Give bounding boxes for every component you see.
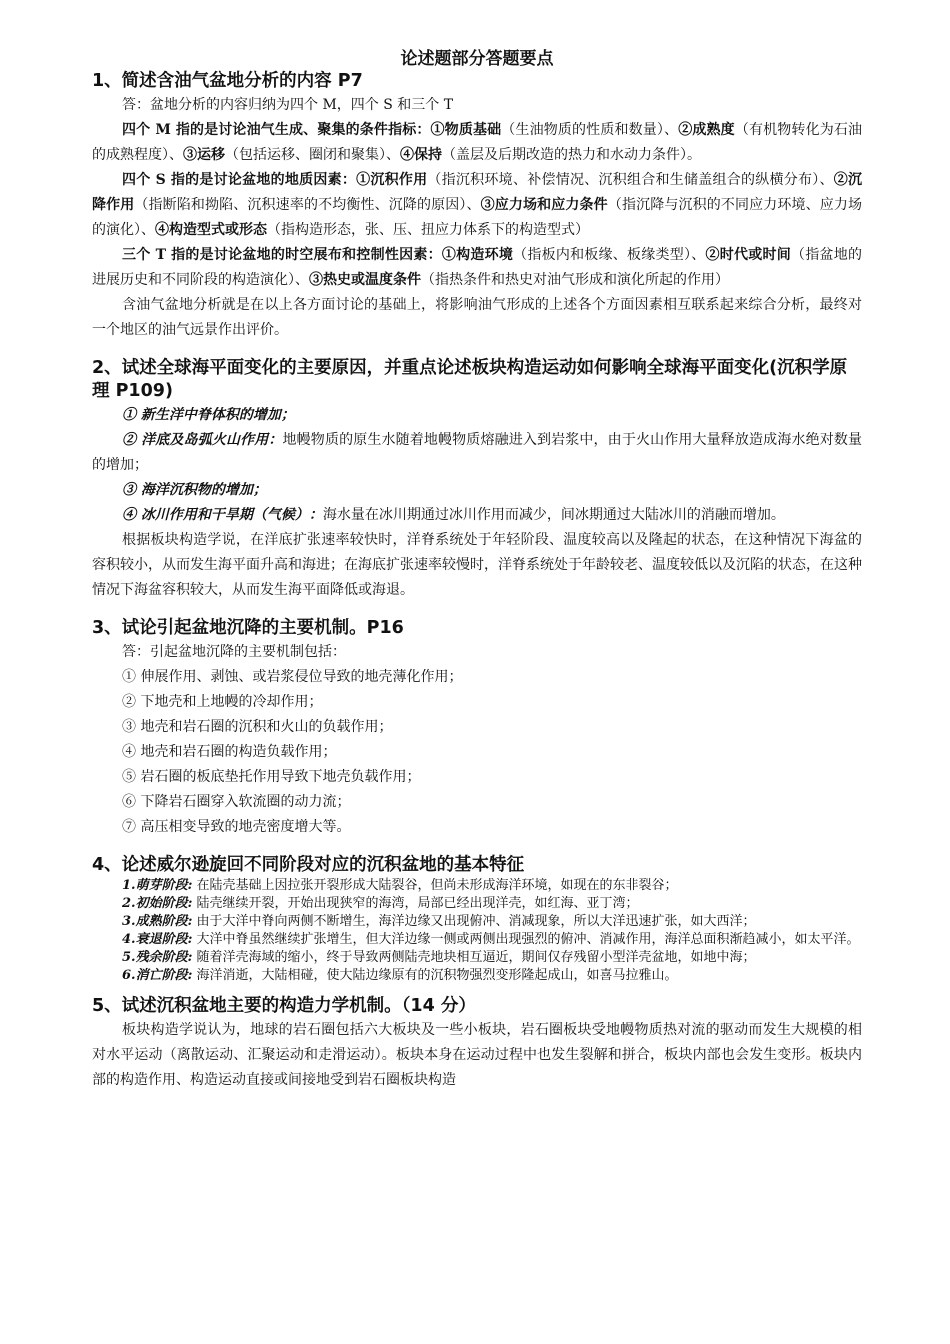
q5-heading: 5、试述沉积盆地主要的构造力学机制。（14 分） bbox=[92, 996, 476, 1016]
q1-t1: ①构造环境 bbox=[441, 247, 514, 263]
q4-heading: 4、论述威尔逊旋回不同阶段对应的沉积盆地的基本特征 bbox=[92, 855, 525, 875]
q4-stage-3 bbox=[92, 913, 862, 931]
q1-m3-desc: （包括运移、圈闭和聚集）、 bbox=[225, 147, 400, 163]
q1-conclusion: 含油气盆地分析就是在以上各方面讨论的基础上，将影响油气形成的上述各个方面因素相互联系起来综合分析，最终对一个地区的油气远景作出评价。 bbox=[92, 297, 862, 338]
q4-stage-5-label: 5.残余阶段: bbox=[122, 950, 193, 965]
q1-s1-desc: （指沉积环境、补偿情况、沉积组合和生储盖组合的纵横分布）、 bbox=[427, 172, 834, 188]
q1-m1: ①物质基础 bbox=[430, 122, 502, 138]
spacer bbox=[92, 343, 862, 357]
q2-item-1-label: ① 新生洋中脊体积的增加； bbox=[122, 407, 295, 423]
q4-stage-2 bbox=[92, 895, 862, 913]
q1-s4: ④构造型式或形态 bbox=[155, 222, 267, 238]
q4-stage-6-desc: 海洋消逝，大陆相碰，使大陆边缘原有的沉积物强烈变形隆起成山，如喜马拉雅山。 bbox=[196, 968, 678, 983]
q1-s-lead: 四个 S 指的是讨论盆地的地质因素： bbox=[122, 172, 357, 188]
q3-item: ① 伸展作用、剥蚀、或岩浆侵位导致的地壳薄化作用； bbox=[122, 669, 463, 685]
q4-stage-3-desc: 由于大洋中脊向两侧不断增生，海洋边缘又出现俯冲、消减现象，所以大洋迅速扩张，如大西洋； bbox=[196, 914, 756, 929]
q1-t3: ③热史或温度条件 bbox=[309, 272, 421, 288]
q1-t3-desc: （指热条件和热史对油气形成和演化所起的作用） bbox=[421, 272, 729, 288]
q4-stage-6-label: 6.消亡阶段: bbox=[122, 968, 193, 983]
q4-stage-1 bbox=[92, 877, 862, 895]
q3-item: ② 下地壳和上地幔的冷却作用； bbox=[122, 694, 323, 710]
q1-s3: ③应力场和应力条件 bbox=[480, 197, 608, 213]
q2-item-2 bbox=[92, 428, 862, 478]
q1-intro: 答：盆地分析的内容归纳为四个 M，四个 S 和三个 T bbox=[122, 97, 454, 113]
document-page bbox=[92, 48, 862, 1093]
q2-item-2-label: ② 洋底及岛弧火山作用： bbox=[122, 432, 283, 448]
q3-heading: 3、试论引起盆地沉降的主要机制。P16 bbox=[92, 618, 404, 638]
q1-m4-desc: （盖层及后期改造的热力和水动力条件）。 bbox=[442, 147, 701, 163]
q1-heading: 1、简述含油气盆地分析的内容 P7 bbox=[92, 71, 363, 91]
document-title: 论述题部分答题要点 bbox=[400, 49, 554, 69]
q3-item: ⑦ 高压相变导致的地壳密度增大等。 bbox=[122, 819, 351, 835]
q4-stage-4 bbox=[92, 931, 862, 949]
q2-item-3 bbox=[92, 478, 862, 503]
q2-item-1 bbox=[92, 403, 862, 428]
q4-stage-4-desc: 大洋中脊虽然继续扩张增生，但大洋边缘一侧或两侧出现强烈的俯冲、消减作用，海洋总面积渐趋减小，如太平洋。 bbox=[196, 932, 860, 947]
q2-item-2-desc: 地幔物质的原生水随着地幔物质熔融进入到岩浆中，由于火山作用大量释放造成海水绝对数量的增加； bbox=[92, 432, 863, 473]
q2-item-3-label: ③ 海洋沉积物的增加； bbox=[122, 482, 267, 498]
q4-stage-5 bbox=[92, 949, 862, 967]
q1-t2: ②时代或时间 bbox=[705, 247, 792, 263]
q2-item-4-desc: 海水量在冰川期通过冰川作用而减少，间冰期通过大陆冰川的消融而增加。 bbox=[322, 507, 785, 523]
spacer bbox=[92, 603, 862, 617]
q4-stage-5-desc: 随着洋壳海域的缩小，终于导致两侧陆壳地块相互逼近，期间仅存残留小型洋壳盆地，如地中海； bbox=[196, 950, 756, 965]
q2-heading: 2、试述全球海平面变化的主要原因，并重点论述板块构造运动如何影响全球海平面变化(沉积学原理 P109) bbox=[92, 358, 848, 401]
q4-stage-2-desc: 陆壳继续开裂，开始出现狭窄的海湾，局部已经出现洋壳，如红海、亚丁湾； bbox=[196, 896, 639, 911]
q2-paragraph: 根据板块构造学说，在洋底扩张速率较快时，洋脊系统处于年轻阶段、温度较高以及隆起的状态，在这种情况下海盆的容积较小，从而发生海平面升高和海进；在海底扩张速率较慢时，洋脊系统处于年龄较老、温度较低以及沉陷的状态，在这种情况下海盆容积较大，从而发生海平面降低或海退。 bbox=[92, 532, 862, 598]
q1-m-paragraph bbox=[92, 118, 862, 168]
q1-t-paragraph bbox=[92, 243, 862, 293]
q1-s2-desc: （指断陷和拗陷、沉积速率的不均衡性、沉降的原因）、 bbox=[134, 197, 481, 213]
q1-s2: ②沉降作用 bbox=[92, 172, 863, 213]
q1-t-lead: 三个 T 指的是讨论盆地的时空展布和控制性因素： bbox=[122, 247, 442, 263]
q1-s-paragraph bbox=[92, 168, 862, 243]
spacer bbox=[92, 985, 862, 995]
q4-stage-3-label: 3.成熟阶段: bbox=[122, 914, 193, 929]
q4-stage-6 bbox=[92, 967, 862, 985]
q3-item: ④ 地壳和岩石圈的构造负载作用； bbox=[122, 744, 337, 760]
q1-m1-desc: （生油物质的性质和数量）、 bbox=[501, 122, 679, 138]
q5-paragraph: 板块构造学说认为，地球的岩石圈包括六大板块及一些小板块，岩石圈板块受地幔物质热对流的驱动而发生大规模的相对水平运动（离散运动、汇聚运动和走滑运动）。板块本身在运动过程中也发生裂解和拼合，板块内部也会发生变形。板块内部的构造作用、构造运动直接或间接地受到岩石圈板块构造 bbox=[92, 1022, 862, 1088]
q1-m-lead: 四个 M 指的是讨论油气生成、聚集的条件指标： bbox=[122, 122, 431, 138]
q1-t2-desc: （指盆地的进展历史和不同阶段的构造演化）、 bbox=[92, 247, 863, 288]
q2-item-4 bbox=[92, 503, 862, 528]
q4-stage-1-label: 1.萌芽阶段: bbox=[122, 878, 193, 893]
q3-item: ③ 地壳和岩石圈的沉积和火山的负载作用； bbox=[122, 719, 393, 735]
q1-m2-desc: （有机物转化为石油的成熟程度）、 bbox=[92, 122, 863, 163]
q1-t1-desc: （指板内和板缘、板缘类型）、 bbox=[513, 247, 706, 263]
q2-item-4-label: ④ 冰川作用和干旱期（气候）： bbox=[122, 507, 323, 523]
q1-m2: ②成熟度 bbox=[678, 122, 735, 138]
q1-s4-desc: （指构造形态，张、压、扭应力体系下的构造型式） bbox=[267, 222, 589, 238]
spacer bbox=[92, 840, 862, 854]
q1-m3: ③运移 bbox=[183, 147, 225, 163]
q3-item: ⑤ 岩石圈的板底垫托作用导致下地壳负载作用； bbox=[122, 769, 421, 785]
q4-stage-1-desc: 在陆壳基础上因拉张开裂形成大陆裂谷，但尚未形成海洋环境，如现在的东非裂谷； bbox=[196, 878, 678, 893]
q4-stage-2-label: 2.初始阶段: bbox=[122, 896, 193, 911]
q3-item: ⑥ 下降岩石圈穿入软流圈的动力流； bbox=[122, 794, 351, 810]
q1-s1: ①沉积作用 bbox=[356, 172, 428, 188]
q1-s3-desc: （指沉降与沉积的不同应力环境、应力场的演化）、 bbox=[92, 197, 863, 238]
q1-m4: ④保持 bbox=[400, 147, 442, 163]
q3-intro: 答：引起盆地沉降的主要机制包括： bbox=[122, 644, 346, 660]
q4-stage-4-label: 4.衰退阶段: bbox=[122, 932, 193, 947]
